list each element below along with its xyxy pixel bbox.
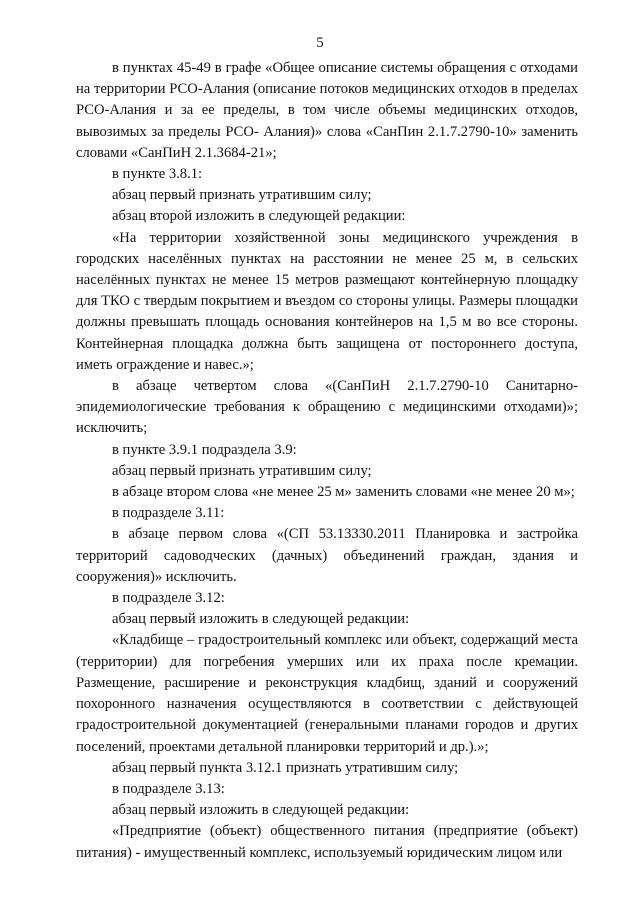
paragraph: абзац первый признать утратившим силу;: [112, 462, 372, 479]
paragraph: в абзаце первом слова «(СП 53.13330.2011 Планировка и застройка территорий садоводческих (дачных) объединений граждан, здания и сооружения)» исключить.: [76, 526, 578, 585]
paragraph: абзац первый изложить в следующей редакции:: [112, 802, 410, 819]
paragraph: в подразделе 3.13:: [112, 780, 225, 797]
paragraph: в подразделе 3.11:: [112, 505, 225, 522]
paragraph: «Предприятие (объект) общественного питания (предприятие (объект) питания) - имущественный комплекс, используемый юридическим лицом или: [76, 823, 578, 861]
paragraph: в подразделе 3.12:: [112, 590, 225, 607]
paragraph: абзац первый изложить в следующей редакции:: [112, 611, 410, 628]
paragraph: абзац второй изложить в следующей редакции:: [112, 208, 406, 225]
paragraph: в абзаце втором слова «не менее 25 м» заменить словами «не менее 20 м»;: [112, 484, 575, 501]
paragraph: «Кладбище – градостроительный комплекс или объект, содержащий места (территории) для погребения умерших или их праха после кремации. Размещение, расширение и реконструкция кладбищ, зданий и сооружений похоронного назначения осуществляются в соответствии с действующей градостроительной документацией (генеральными планами городов и других поселений, проектами детальной планировки территорий и др.).»;: [76, 632, 578, 755]
paragraph: абзац первый признать утратившим силу;: [112, 187, 372, 204]
paragraph: в абзаце четвертом слова «(СанПиН 2.1.7.2790-10 Санитарно-эпидемиологические требования к обращению с медицинскими отходами)»; исключить;: [76, 378, 578, 437]
page-number: 5: [316, 35, 324, 51]
paragraph: «На территории хозяйственной зоны медицинского учреждения в городских населённых пунктах на расстоянии не менее 25 м, в сельских населённых пунктах не менее 15 метров размещают контейнерную площадку для ТКО с твердым покрытием и въездом со стороны улицы. Размеры площадки должны превышать площадь основания контейнеров на 1,5 м во все стороны. Контейнерная площадка должна быть защищена от постороннего доступа, иметь ограждение и навес.»;: [76, 229, 578, 373]
paragraph: в пункте 3.9.1 подраздела 3.9:: [112, 441, 297, 458]
paragraph: абзац первый пункта 3.12.1 признать утратившим силу;: [112, 759, 459, 776]
document-body: [76, 58, 578, 864]
paragraph: в пунктах 45-49 в графе «Общее описание системы обращения с отходами на территории РСО-Алания (описание потоков медицинских отходов в пределах РСО-Алания и за ее пределы, в том числе объемы медицинских отходов, вывозимых за пределы РСО- Алания)» слова «СанПин 2.1.7.2790-10» заменить словами «СанПиН 2.1.3684-21»;: [76, 60, 578, 161]
paragraph: в пункте 3.8.1:: [112, 166, 203, 183]
